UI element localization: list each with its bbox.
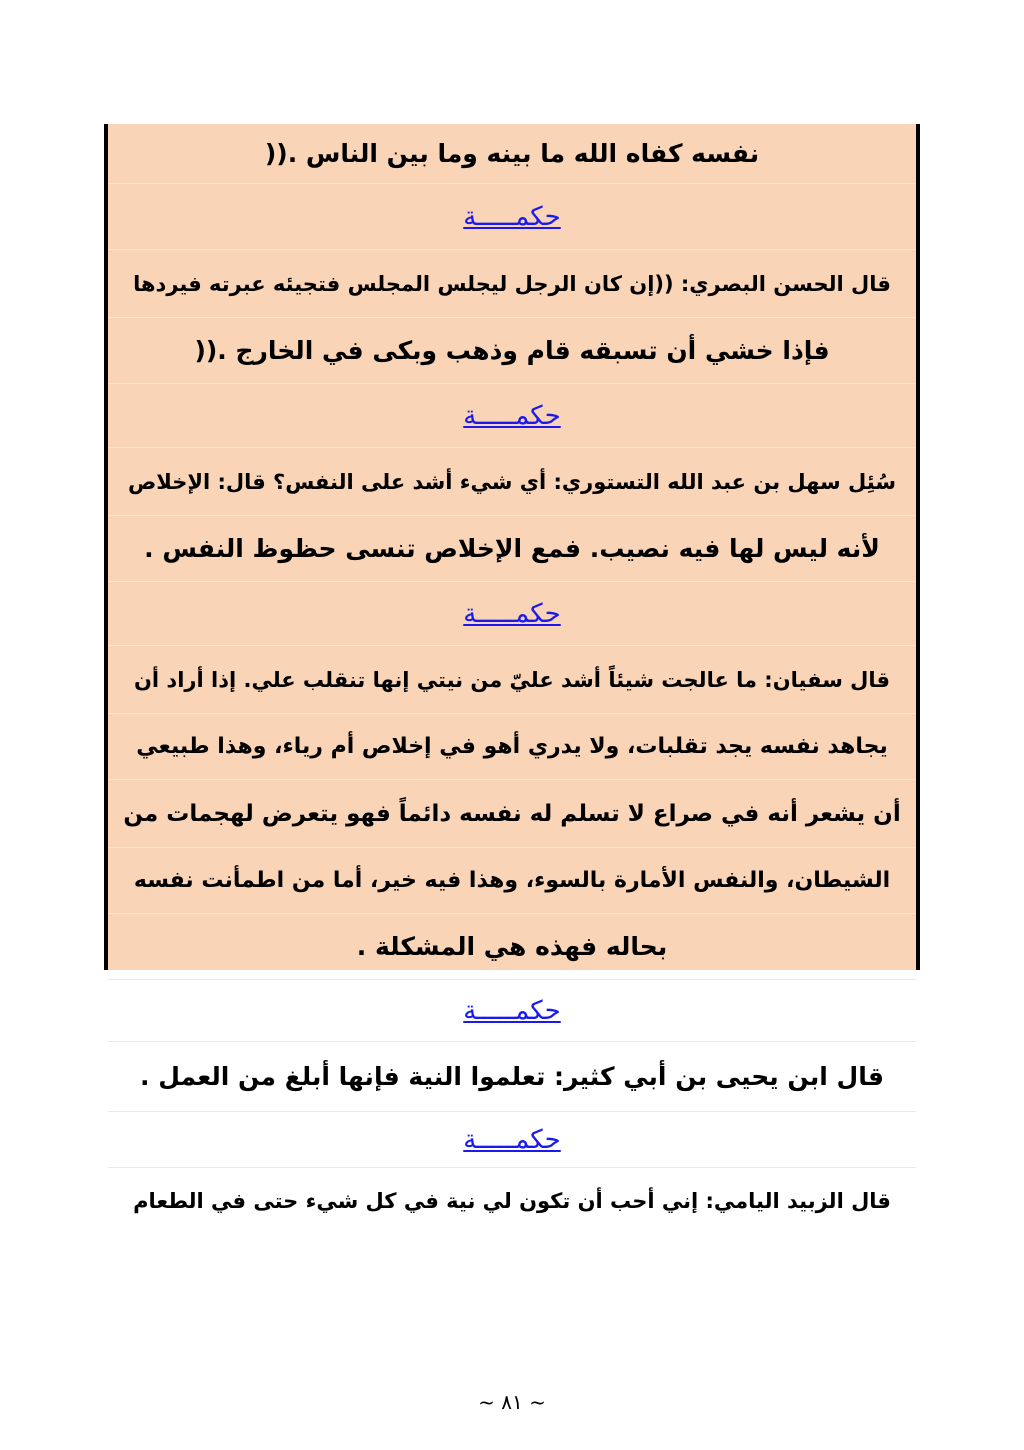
heading-link[interactable]: حكمـــــة — [463, 598, 561, 629]
text-line — [108, 1168, 916, 1234]
line-text: فإذا خشي أن تسبقه قام وذهب وبكى في الخارج .(( — [194, 336, 830, 365]
text-line — [108, 714, 916, 780]
text-line — [108, 448, 916, 516]
text-line — [108, 1042, 916, 1112]
line-text: قال سفيان: ما عالجت شيئاً أشد عليّ من نيتي إنها تنقلب علي. إذا أراد أن — [133, 667, 891, 692]
text-line — [108, 646, 916, 714]
section-heading — [108, 384, 916, 448]
heading-link[interactable]: حكمـــــة — [463, 1124, 561, 1155]
page-number: ~ ٨١ ~ — [478, 1390, 546, 1414]
heading-link[interactable]: حكمـــــة — [463, 201, 561, 232]
line-text: قال الزبيد اليامي: إني أحب أن تكون لي نية في كل شيء حتى في الطعام — [133, 1189, 891, 1213]
line-text: قال الحسن البصري: ((إن كان الرجل ليجلس المجلس فتجيئه عبرته فيردها — [133, 271, 891, 296]
line-text: نفسه كفاه الله ما بينه وما بين الناس .(( — [264, 139, 760, 168]
line-text: بحاله فهذه هي المشكلة . — [356, 932, 668, 961]
text-line — [108, 848, 916, 914]
text-line — [108, 318, 916, 384]
text-line — [108, 780, 916, 848]
text-line — [108, 516, 916, 582]
section-heading — [108, 184, 916, 250]
text-panel — [104, 124, 920, 1213]
text-line — [108, 124, 916, 184]
heading-link[interactable]: حكمـــــة — [463, 995, 561, 1026]
line-text: يجاهد نفسه يجد تقلبات، ولا يدري أهو في إخلاص أم رياء، وهذا طبيعي — [136, 734, 888, 759]
text-line — [108, 250, 916, 318]
text-line — [108, 914, 916, 980]
section-heading — [108, 1112, 916, 1168]
line-text: لأنه ليس لها فيه نصيب. فمع الإخلاص تنسى حظوظ النفس . — [144, 534, 880, 563]
section-heading — [108, 980, 916, 1042]
section-heading — [108, 582, 916, 646]
line-text: سُئِل سهل بن عبد الله التستوري: أي شيء أشد على النفس؟ قال: الإخلاص — [128, 469, 896, 494]
line-text: قال ابن يحيى بن أبي كثير: تعلموا النية فإنها أبلغ من العمل . — [140, 1062, 885, 1091]
heading-link[interactable]: حكمـــــة — [463, 400, 561, 431]
line-text: أن يشعر أنه في صراع لا تسلم له نفسه دائماً فهو يتعرض لهجمات من — [123, 800, 901, 827]
line-text: الشيطان، والنفس الأمارة بالسوء، وهذا فيه خير، أما من اطمأنت نفسه — [133, 868, 891, 893]
